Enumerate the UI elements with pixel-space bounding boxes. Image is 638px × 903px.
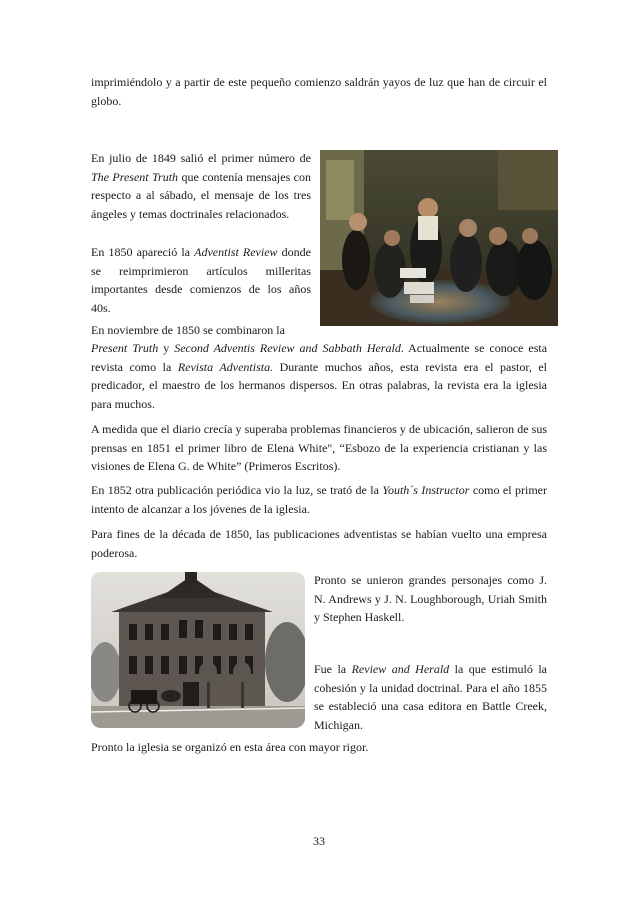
- paragraph-text: En noviembre de 1850 se combinaron la: [91, 323, 285, 337]
- text-run: donde se reimprimieron artículos milleritas importantes desde comienzos de los años 40s.: [91, 245, 312, 315]
- paragraph-text: imprimiéndolo y a partir de este pequeño comienzo saldrán yayos de luz que han de circuir el globo.: [91, 75, 547, 108]
- page-number: 33: [313, 834, 325, 848]
- paragraph-text: A medida que el diario crecía y superaba problemas financieros y de ubicación, salieron de sus prensas en 1851 el primer libro de Elena White", “Esbozo de la experiencia cristianan y las visiones de Elena G. de White” (Primeros Escritos).: [91, 422, 547, 473]
- paragraph-organized: [91, 738, 547, 757]
- paragraph-first-book: [91, 420, 547, 476]
- publication-title: Revista Adventista.: [177, 359, 274, 374]
- publication-title: Youth´s Instructor: [382, 483, 470, 497]
- paragraph-review-and-herald: [314, 660, 547, 734]
- publishing-house-illustration: [91, 572, 305, 728]
- text-run: que contenía mensajes con respecto a al sábado, el mensaje de los tres ángeles y temas doctrinales relacionados.: [91, 169, 311, 221]
- publication-title: Review and Herald: [351, 662, 450, 676]
- prayer-meeting-illustration: [320, 150, 558, 326]
- text-run: . Actualmente se conoce esta revista como la: [91, 341, 548, 374]
- text-run: En 1852 otra publicación periódica vio la luz, se trató de la: [91, 483, 383, 497]
- paragraph-combined: [91, 339, 547, 413]
- text-run: y: [158, 341, 175, 355]
- text-run: En 1850 apareció la: [91, 245, 195, 259]
- paragraph-adventist-review: [91, 243, 311, 317]
- text-run: Fue la: [314, 662, 352, 676]
- publication-title: Second Adventis Review and Sabbath Herald: [174, 341, 401, 355]
- prayer-meeting-photo: [320, 150, 558, 326]
- paragraph-text: Pronto la iglesia se organizó en esta área con mayor rigor.: [91, 740, 369, 754]
- paragraph-text: Para fines de la década de 1850, las publicaciones adventistas se habían vuelto una empresa poderosa.: [91, 527, 547, 560]
- publication-title: Adventist Review: [194, 245, 278, 259]
- paragraph-intro: [91, 73, 547, 110]
- text-run: la que estimuló la cohesión y la unidad doctrinal. Para el año 1855 se estableció una casa editora en Battle Creek, Michigan.: [314, 662, 547, 732]
- publication-title: The Present Truth: [91, 169, 179, 184]
- text-run: Durante muchos años, esta revista era el pastor, el predicador, el maestro de los hermanos dispersos. En otras palabras, la revista era la iglesia para muchos.: [91, 359, 547, 411]
- paragraph-powerful-enterprise: [91, 525, 547, 562]
- paragraph-text: Pronto se unieron grandes personajes como J. N. Andrews y J. N. Loughborough, Uriah Smith y Stephen Haskell.: [314, 573, 547, 624]
- text-run: En julio de 1849 salió el primer número de: [91, 151, 311, 165]
- paragraph-present-truth: [91, 149, 311, 223]
- text-run: como el primer intento de alcanzar a los jóvenes de la iglesia.: [91, 483, 547, 516]
- paragraph-youths-instructor: [91, 481, 547, 518]
- paragraph-combined-first-line: [91, 321, 311, 340]
- publication-title: Present Truth: [91, 341, 159, 355]
- paragraph-great-personalities: [314, 571, 547, 627]
- publishing-house-photo: [91, 572, 305, 728]
